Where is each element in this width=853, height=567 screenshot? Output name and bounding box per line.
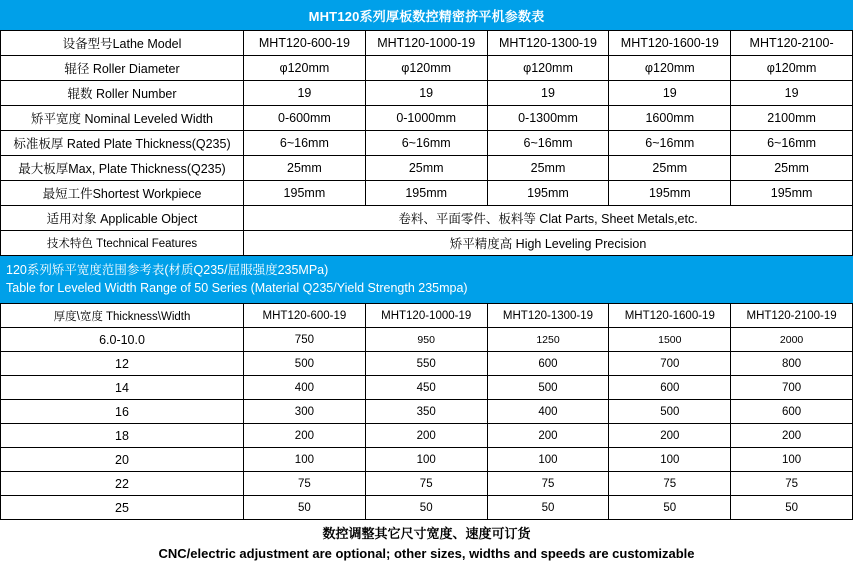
width-cell: 500: [487, 376, 609, 400]
footer-note-en: CNC/electric adjustment are optional; other sizes, widths and speeds are customizable: [158, 545, 695, 561]
page-title-bar: [0, 0, 853, 30]
width-cell: 950: [365, 328, 487, 352]
width-cell: 450: [365, 376, 487, 400]
leveled-width-table-body: [1, 304, 853, 520]
spec-cell: 19: [487, 81, 609, 106]
spec-cell: 1600mm: [609, 106, 731, 131]
table-row: [1, 352, 853, 376]
table-row: [1, 156, 853, 181]
spec-cell: 0-1000mm: [365, 106, 487, 131]
width-cell: 1250: [487, 328, 609, 352]
specification-table-body: [1, 31, 853, 256]
caption-line-en: Table for Leveled Width Range of 50 Series (Material Q235/Yield Strength 235mpa): [6, 281, 468, 296]
column-header: 厚度\宽度 Thickness\Width: [1, 304, 244, 328]
width-cell: 200: [487, 424, 609, 448]
table-row: [1, 131, 853, 156]
thickness-label: 22: [1, 472, 244, 496]
spec-row-label: 标准板厚 Rated Plate Thickness(Q235): [1, 131, 244, 156]
width-cell: 75: [731, 472, 853, 496]
spec-cell-merged: 卷料、平面零件、板料等 Clat Parts, Sheet Metals,etc.: [244, 206, 853, 231]
caption-line-cn: 120系列矫平宽度范围参考表(材质Q235/屈服强度235MPa): [6, 263, 329, 277]
spec-cell: φ120mm: [731, 56, 853, 81]
width-cell: 550: [365, 352, 487, 376]
width-cell: 800: [731, 352, 853, 376]
width-cell: 75: [487, 472, 609, 496]
width-cell: 50: [487, 496, 609, 520]
spec-cell: 6~16mm: [365, 131, 487, 156]
spec-cell: 25mm: [244, 156, 366, 181]
spec-cell: φ120mm: [609, 56, 731, 81]
spec-cell: 195mm: [731, 181, 853, 206]
spec-cell: 0-600mm: [244, 106, 366, 131]
width-cell: 50: [609, 496, 731, 520]
width-cell: 50: [731, 496, 853, 520]
table-row: [1, 206, 853, 231]
spec-cell: 2100mm: [731, 106, 853, 131]
spec-cell: 19: [244, 81, 366, 106]
spec-cell: MHT120-1600-19: [609, 31, 731, 56]
table-row: [1, 448, 853, 472]
spec-cell: MHT120-600-19: [244, 31, 366, 56]
spec-cell: 195mm: [609, 181, 731, 206]
width-cell: 600: [487, 352, 609, 376]
width-cell: 200: [609, 424, 731, 448]
spec-cell: 25mm: [731, 156, 853, 181]
width-cell: 50: [244, 496, 366, 520]
spec-row-label: 最大板厚Max, Plate Thickness(Q235): [1, 156, 244, 181]
table-row: [1, 496, 853, 520]
spec-cell: 19: [609, 81, 731, 106]
table-row: [1, 424, 853, 448]
spec-cell: MHT120-1300-19: [487, 31, 609, 56]
table-row: [1, 56, 853, 81]
spec-cell: 0-1300mm: [487, 106, 609, 131]
column-header: MHT120-2100-19: [731, 304, 853, 328]
width-cell: 50: [365, 496, 487, 520]
spec-row-label: 技术特色 Ttechnical Features: [1, 231, 244, 256]
spec-cell: 195mm: [487, 181, 609, 206]
table-row: [1, 31, 853, 56]
spec-cell: φ120mm: [244, 56, 366, 81]
table-header-row: [1, 304, 853, 328]
column-header: MHT120-1000-19: [365, 304, 487, 328]
table-row: [1, 376, 853, 400]
table-row: [1, 106, 853, 131]
width-cell: 75: [365, 472, 487, 496]
width-cell: 2000: [731, 328, 853, 352]
column-header: MHT120-1300-19: [487, 304, 609, 328]
table-row: [1, 400, 853, 424]
page-title: MHT120系列厚板数控精密挤平机参数表: [308, 8, 545, 24]
width-cell: 75: [244, 472, 366, 496]
width-cell: 400: [487, 400, 609, 424]
spec-row-label: 最短工件Shortest Workpiece: [1, 181, 244, 206]
table-row: [1, 472, 853, 496]
width-cell: 700: [731, 376, 853, 400]
spec-cell: φ120mm: [365, 56, 487, 81]
thickness-label: 14: [1, 376, 244, 400]
width-cell: 100: [731, 448, 853, 472]
table-row: [1, 231, 853, 256]
spec-cell: 6~16mm: [244, 131, 366, 156]
width-cell: 100: [609, 448, 731, 472]
width-cell: 100: [365, 448, 487, 472]
spec-row-label: 适用对象 Applicable Object: [1, 206, 244, 231]
spec-cell: 25mm: [609, 156, 731, 181]
thickness-label: 6.0-10.0: [1, 328, 244, 352]
spec-cell: 19: [365, 81, 487, 106]
table-row: [1, 328, 853, 352]
width-cell: 75: [609, 472, 731, 496]
width-cell: 600: [609, 376, 731, 400]
width-cell: 200: [731, 424, 853, 448]
width-cell: 750: [244, 328, 366, 352]
footer-note: [0, 520, 853, 563]
width-cell: 500: [244, 352, 366, 376]
thickness-label: 20: [1, 448, 244, 472]
spec-cell: 25mm: [365, 156, 487, 181]
width-cell: 300: [244, 400, 366, 424]
width-cell: 100: [244, 448, 366, 472]
spec-row-label: 辊径 Roller Diameter: [1, 56, 244, 81]
table-row: [1, 81, 853, 106]
spec-cell: 6~16mm: [487, 131, 609, 156]
spec-cell: 6~16mm: [731, 131, 853, 156]
footer-note-cn: 数控调整其它尺寸宽度、速度可订货: [322, 526, 531, 542]
spec-cell: 6~16mm: [609, 131, 731, 156]
width-cell: 700: [609, 352, 731, 376]
specification-table: [0, 30, 853, 256]
spec-cell: 195mm: [365, 181, 487, 206]
spec-cell: 195mm: [244, 181, 366, 206]
width-cell: 200: [244, 424, 366, 448]
width-cell: 400: [244, 376, 366, 400]
spec-cell: φ120mm: [487, 56, 609, 81]
spec-cell: 19: [731, 81, 853, 106]
width-cell: 500: [609, 400, 731, 424]
thickness-label: 25: [1, 496, 244, 520]
table-row: [1, 181, 853, 206]
width-cell: 100: [487, 448, 609, 472]
thickness-label: 18: [1, 424, 244, 448]
leveled-width-caption: [0, 256, 853, 303]
thickness-label: 12: [1, 352, 244, 376]
thickness-label: 16: [1, 400, 244, 424]
spec-row-label: 辊数 Roller Number: [1, 81, 244, 106]
spec-cell: MHT120-2100-: [731, 31, 853, 56]
width-cell: 600: [731, 400, 853, 424]
leveled-width-table: [0, 303, 853, 520]
width-cell: 350: [365, 400, 487, 424]
spec-row-label: 设备型号Lathe Model: [1, 31, 244, 56]
width-cell: 1500: [609, 328, 731, 352]
column-header: MHT120-600-19: [244, 304, 366, 328]
spec-row-label: 矫平宽度 Nominal Leveled Width: [1, 106, 244, 131]
width-cell: 200: [365, 424, 487, 448]
column-header: MHT120-1600-19: [609, 304, 731, 328]
spec-cell-merged: 矫平精度高 High Leveling Precision: [244, 231, 853, 256]
spec-cell: MHT120-1000-19: [365, 31, 487, 56]
spec-cell: 25mm: [487, 156, 609, 181]
